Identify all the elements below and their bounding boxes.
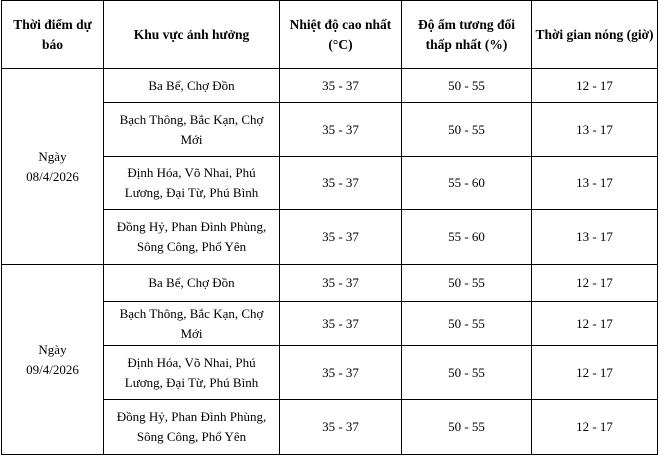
temperature-cell: 35 - 37	[280, 157, 402, 210]
temperature-cell: 35 - 37	[280, 346, 402, 400]
forecast-date-cell	[2, 69, 104, 265]
date-label: Ngày	[38, 341, 67, 357]
area-cell: Ba Bể, Chợ Đồn	[104, 265, 280, 302]
temperature-cell: 35 - 37	[280, 69, 402, 103]
area-cell: Ba Bể, Chợ Đồn	[104, 69, 280, 103]
area-cell: Đồng Hỷ, Phan Đình Phùng, Sông Công, Phổ Yên	[104, 400, 280, 455]
hours-cell: 12 - 17	[532, 265, 658, 302]
hours-cell: 12 - 17	[532, 302, 658, 346]
forecast-date-cell	[2, 265, 104, 455]
hours-cell: 13 - 17	[532, 103, 658, 157]
table-row	[2, 265, 658, 302]
hours-cell: 13 - 17	[532, 210, 658, 265]
date-value: 09/4/2026	[26, 361, 79, 377]
temperature-cell: 35 - 37	[280, 103, 402, 157]
temperature-cell: 35 - 37	[280, 265, 402, 302]
hours-cell: 12 - 17	[532, 69, 658, 103]
hours-cell: 12 - 17	[532, 346, 658, 400]
header-max-temperature: Nhiệt độ cao nhất (°C)	[280, 1, 402, 69]
temperature-cell: 35 - 37	[280, 302, 402, 346]
date-label: Ngày	[38, 148, 67, 164]
humidity-cell: 55 - 60	[402, 210, 532, 265]
header-forecast-time: Thời điểm dự báo	[2, 1, 104, 69]
humidity-cell: 50 - 55	[402, 400, 532, 455]
header-row	[2, 1, 658, 69]
area-cell: Bạch Thông, Bắc Kạn, Chợ Mới	[104, 103, 280, 157]
heat-forecast-table	[1, 0, 658, 455]
table-row	[2, 69, 658, 103]
temperature-cell: 35 - 37	[280, 400, 402, 455]
area-cell: Định Hóa, Võ Nhai, Phú Lương, Đại Từ, Phú Bình	[104, 346, 280, 400]
hours-cell: 13 - 17	[532, 157, 658, 210]
area-cell: Bạch Thông, Bắc Kạn, Chợ Mới	[104, 302, 280, 346]
humidity-cell: 55 - 60	[402, 157, 532, 210]
humidity-cell: 50 - 55	[402, 346, 532, 400]
humidity-cell: 50 - 55	[402, 69, 532, 103]
temperature-cell: 35 - 37	[280, 210, 402, 265]
humidity-cell: 50 - 55	[402, 103, 532, 157]
area-cell: Định Hóa, Võ Nhai, Phú Lương, Đại Từ, Phú Bình	[104, 157, 280, 210]
date-value: 08/4/2026	[26, 168, 79, 184]
header-hot-hours: Thời gian nóng (giờ)	[532, 1, 658, 69]
header-affected-area: Khu vực ảnh hưởng	[104, 1, 280, 69]
humidity-cell: 50 - 55	[402, 265, 532, 302]
area-cell: Đồng Hỷ, Phan Đình Phùng, Sông Công, Phổ Yên	[104, 210, 280, 265]
header-min-humidity: Độ ẩm tương đối thấp nhất (%)	[402, 1, 532, 69]
hours-cell: 12 - 17	[532, 400, 658, 455]
humidity-cell: 50 - 55	[402, 302, 532, 346]
